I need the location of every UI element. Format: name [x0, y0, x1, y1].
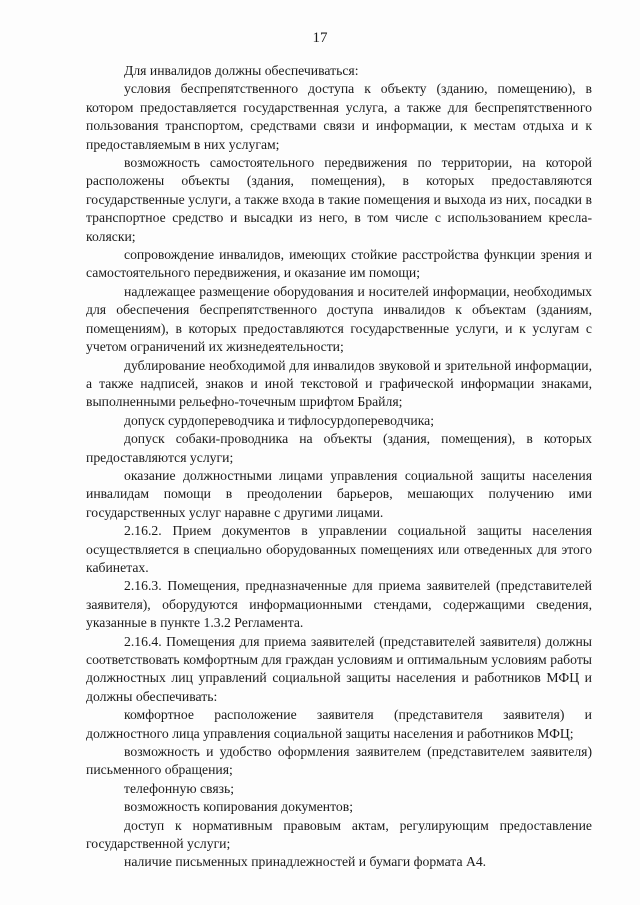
- paragraph: допуск собаки-проводника на объекты (здания, помещения), в которых предоставляются услуги;: [86, 431, 592, 465]
- paragraph: сопровождение инвалидов, имеющих стойкие расстройства функции зрения и самостоятельного передвижения, и оказание им помощи;: [86, 247, 592, 281]
- page-number: 17: [312, 30, 328, 46]
- paragraph: возможность самостоятельного передвижения по территории, на которой расположены объекты (здания, помещения), в которых предоставляются государственные услуги, а также входа в такие помещения и выхода из них, посадки в транспортное средство и высадки из него, в том числе с использованием кресла-коляски;: [86, 155, 592, 244]
- paragraph-2-16-4: 2.16.4. Помещения для приема заявителей (представителей заявителя) должны соответствовать комфортным для граждан условиям и оптимальным условиям работы должностных лиц управлений социальной защиты населения и работников МФЦ и должны обеспечивать:: [86, 633, 592, 704]
- paragraph-2-16-2: 2.16.2. Прием документов в управлении социальной защиты населения осуществляется в специально оборудованных помещениях или отведенных для этого кабинетах.: [86, 523, 592, 575]
- paragraph: комфортное расположение заявителя (представителя заявителя) и должностного лица управления социальной защиты населения и работников МФЦ;: [86, 707, 592, 741]
- paragraph: условия беспрепятственного доступа к объекту (зданию, помещению), в котором предоставляется государственная услуга, а также для беспрепятственного пользования транспортом, средствами связи и информации, к местам отдыха и к предоставляемым в них услугам;: [86, 81, 592, 152]
- paragraph: телефонную связь;: [124, 780, 235, 796]
- paragraph: возможность и удобство оформления заявителем (представителем заявителя) письменного обращения;: [86, 744, 592, 778]
- document-body: [86, 62, 592, 872]
- paragraph: надлежащее размещение оборудования и носителей информации, необходимых для обеспечения беспрепятственного доступа инвалидов к объектам (зданиям, помещениям), в которых предоставляются государственные услуги, и к услугам с учетом ограничений их жизнедеятельности;: [86, 283, 592, 355]
- paragraph: возможность копирования документов;: [124, 799, 354, 815]
- paragraph-intro: Для инвалидов должны обеспечиваться:: [124, 63, 359, 78]
- paragraph: дублирование необходимой для инвалидов звуковой и зрительной информации, а также надписей, знаков и иной текстовой и графической информации знаками, выполненными рельефно-точечным шрифтом Брайля;: [86, 357, 592, 410]
- paragraph-2-16-3: 2.16.3. Помещения, предназначенные для приема заявителей (представителей заявителя), оборудуются информационными стендами, содержащими сведения, указанные в пункте 1.3.2 Регламента.: [86, 578, 592, 631]
- paragraph: оказание должностными лицами управления социальной защиты населения инвалидам помощи в преодолении барьеров, мешающих получению ими государственных услуг наравне с другими лицами.: [86, 467, 592, 520]
- paragraph: допуск сурдопереводчика и тифлосурдопереводчика;: [124, 412, 435, 428]
- paragraph: наличие письменных принадлежностей и бумаги формата А4.: [124, 854, 487, 870]
- paragraph: доступ к нормативным правовым актам, регулирующим предоставление государственной услуги;: [86, 817, 592, 852]
